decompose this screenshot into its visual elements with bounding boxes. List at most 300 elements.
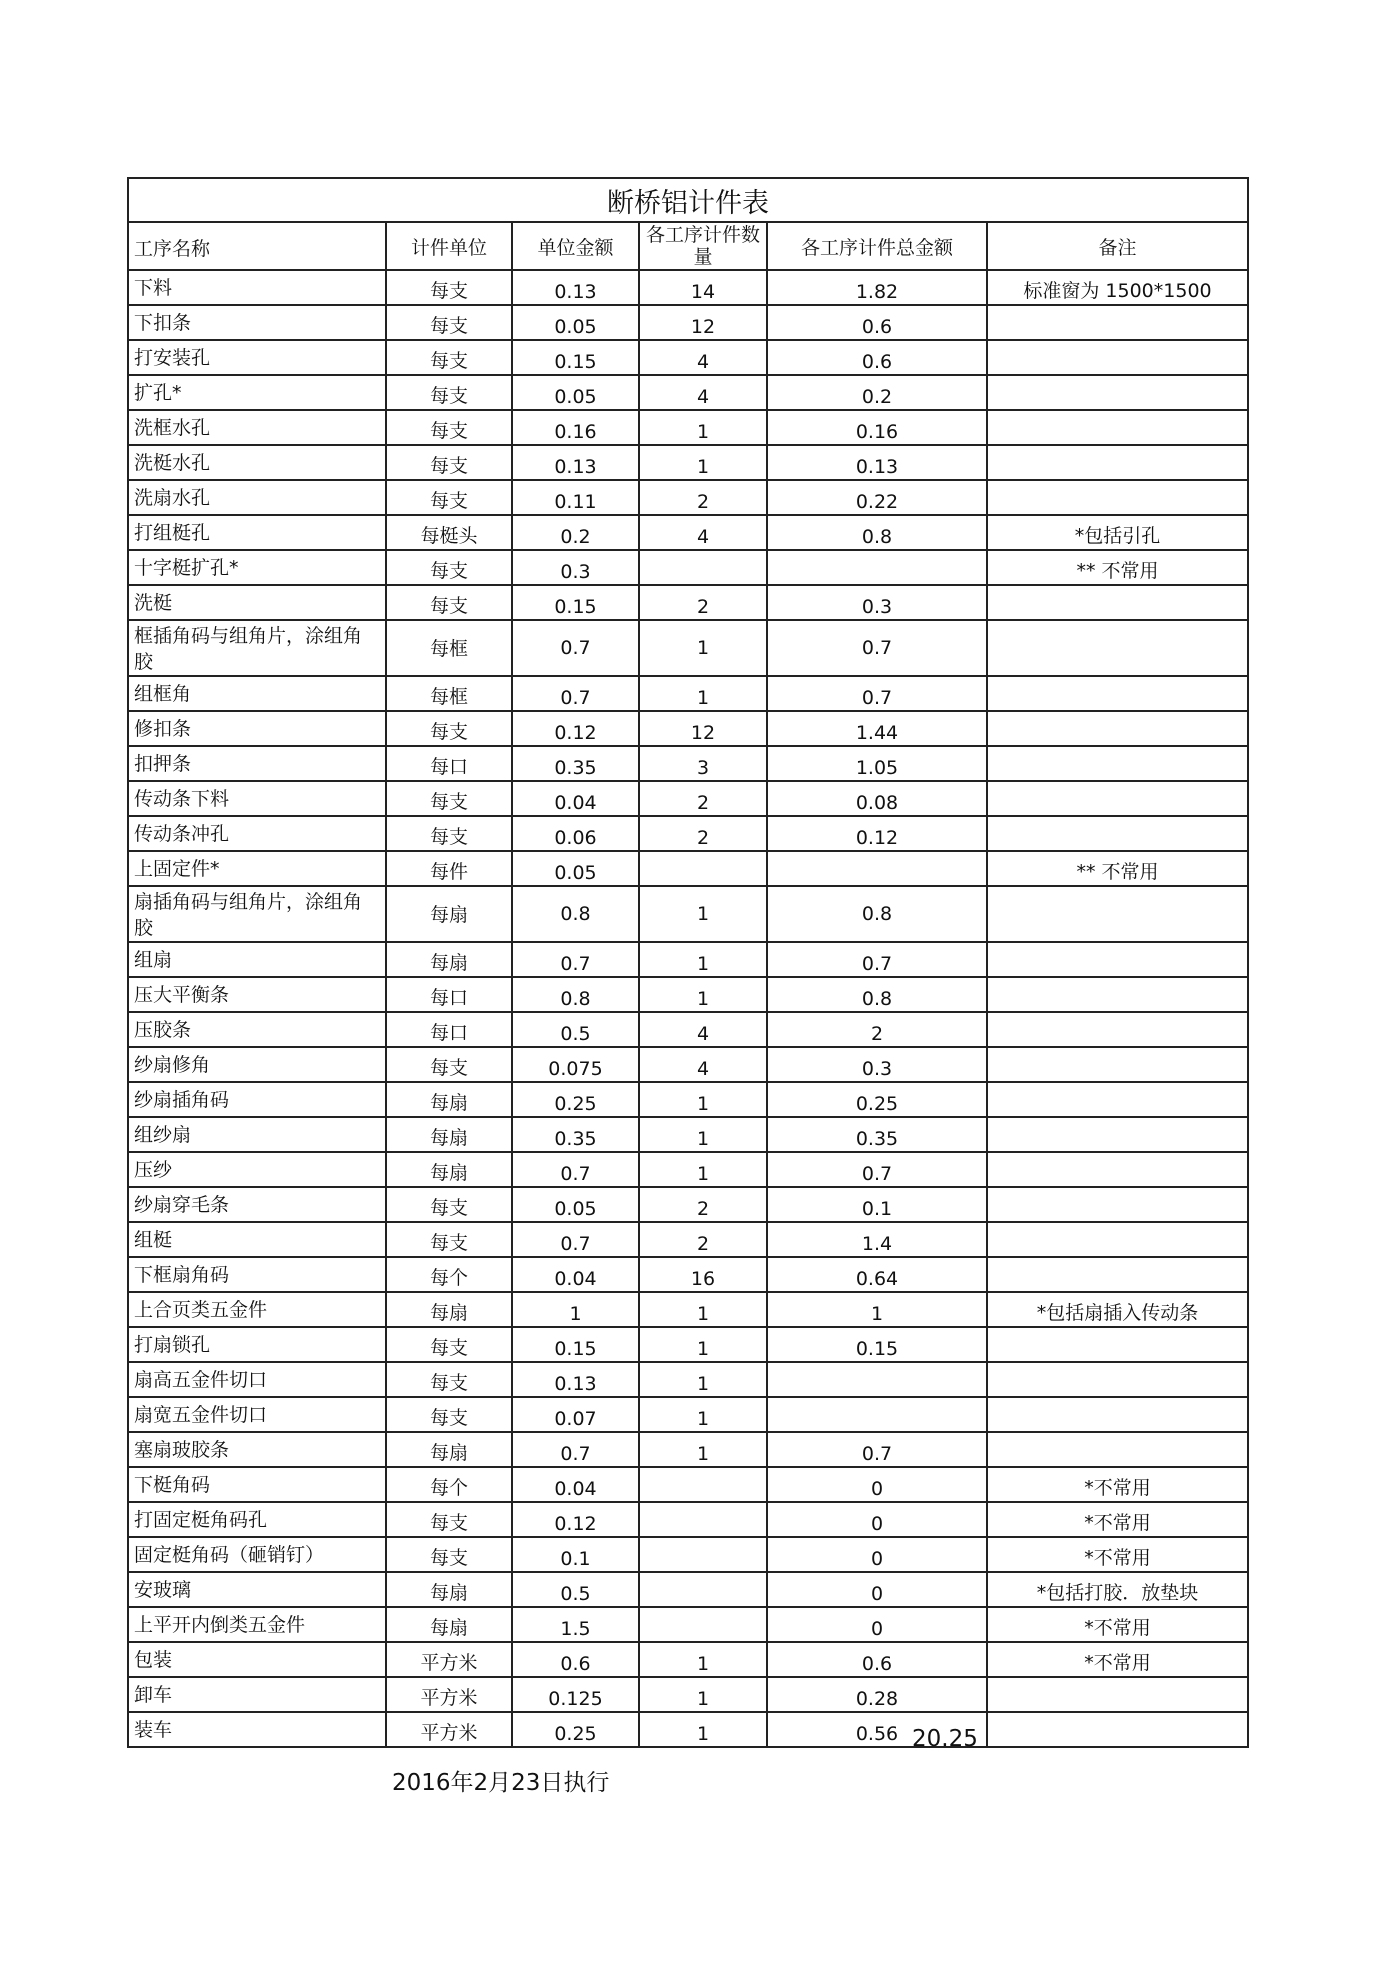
cell-total-amount: 0.64 <box>767 1257 987 1292</box>
cell-remark <box>987 676 1248 711</box>
cell-quantity: 2 <box>639 781 767 816</box>
cell-quantity: 1 <box>639 1432 767 1467</box>
cell-unit: 每支 <box>386 781 512 816</box>
table-row <box>128 1222 1248 1257</box>
cell-unit: 每个 <box>386 1467 512 1502</box>
cell-quantity: 16 <box>639 1257 767 1292</box>
cell-quantity: 3 <box>639 746 767 781</box>
cell-unit-price: 0.12 <box>512 1502 639 1537</box>
cell-quantity: 1 <box>639 1082 767 1117</box>
table-row <box>128 746 1248 781</box>
cell-process-name: 扇宽五金件切口 <box>128 1397 386 1432</box>
cell-process-name: 洗扇水孔 <box>128 480 386 515</box>
header-process-name: 工序名称 <box>128 222 386 270</box>
table-row <box>128 1432 1248 1467</box>
cell-quantity <box>639 1607 767 1642</box>
cell-quantity <box>639 1537 767 1572</box>
cell-remark <box>987 585 1248 620</box>
table-row <box>128 781 1248 816</box>
cell-quantity: 1 <box>639 1712 767 1747</box>
cell-total-amount <box>767 550 987 585</box>
table-row <box>128 480 1248 515</box>
table-row <box>128 942 1248 977</box>
cell-remark <box>987 1082 1248 1117</box>
piecework-table <box>127 177 1249 1748</box>
cell-quantity: 4 <box>639 375 767 410</box>
cell-total-amount: 0.56 <box>767 1712 987 1747</box>
title-row <box>128 178 1248 222</box>
cell-remark: *不常用 <box>987 1467 1248 1502</box>
cell-total-amount: 1.05 <box>767 746 987 781</box>
cell-unit: 每口 <box>386 977 512 1012</box>
table-row <box>128 305 1248 340</box>
cell-quantity <box>639 1572 767 1607</box>
cell-total-amount: 1.82 <box>767 270 987 305</box>
cell-unit: 每支 <box>386 1327 512 1362</box>
cell-process-name: 安玻璃 <box>128 1572 386 1607</box>
table-row <box>128 886 1248 942</box>
cell-unit-price: 0.13 <box>512 1362 639 1397</box>
cell-total-amount: 1.4 <box>767 1222 987 1257</box>
cell-quantity: 12 <box>639 711 767 746</box>
cell-total-amount: 0.22 <box>767 480 987 515</box>
cell-unit: 每扇 <box>386 1152 512 1187</box>
cell-process-name: 装车 <box>128 1712 386 1747</box>
cell-quantity: 1 <box>639 886 767 942</box>
cell-unit-price: 0.7 <box>512 620 639 676</box>
cell-process-name: 上合页类五金件 <box>128 1292 386 1327</box>
cell-process-name: 上固定件* <box>128 851 386 886</box>
cell-remark <box>987 977 1248 1012</box>
cell-unit-price: 0.13 <box>512 445 639 480</box>
table-row <box>128 851 1248 886</box>
cell-unit: 每扇 <box>386 942 512 977</box>
cell-quantity: 1 <box>639 1292 767 1327</box>
cell-process-name: 组纱扇 <box>128 1117 386 1152</box>
table-row <box>128 445 1248 480</box>
cell-unit: 每框 <box>386 620 512 676</box>
cell-total-amount: 0.2 <box>767 375 987 410</box>
cell-process-name: 固定梃角码（砸销钉） <box>128 1537 386 1572</box>
table-row <box>128 550 1248 585</box>
table-row <box>128 1397 1248 1432</box>
cell-total-amount: 0.12 <box>767 816 987 851</box>
cell-total-amount: 0 <box>767 1537 987 1572</box>
cell-unit-price: 0.04 <box>512 1257 639 1292</box>
cell-quantity: 2 <box>639 816 767 851</box>
cell-quantity: 4 <box>639 1047 767 1082</box>
cell-remark <box>987 746 1248 781</box>
grand-total: 20.25 <box>912 1726 978 1752</box>
cell-total-amount: 0 <box>767 1467 987 1502</box>
table-row <box>128 620 1248 676</box>
cell-unit: 每支 <box>386 1397 512 1432</box>
table-row <box>128 977 1248 1012</box>
cell-unit: 平方米 <box>386 1677 512 1712</box>
cell-remark <box>987 781 1248 816</box>
table-row <box>128 1677 1248 1712</box>
cell-quantity: 1 <box>639 1362 767 1397</box>
cell-unit-price: 0.7 <box>512 1222 639 1257</box>
cell-total-amount <box>767 1362 987 1397</box>
cell-unit: 每扇 <box>386 1082 512 1117</box>
cell-unit-price: 0.12 <box>512 711 639 746</box>
table-row <box>128 1537 1248 1572</box>
cell-remark <box>987 340 1248 375</box>
cell-unit: 每支 <box>386 550 512 585</box>
cell-remark <box>987 410 1248 445</box>
cell-process-name: 打组梃孔 <box>128 515 386 550</box>
cell-quantity <box>639 550 767 585</box>
cell-unit: 每扇 <box>386 1292 512 1327</box>
cell-unit-price: 0.5 <box>512 1572 639 1607</box>
cell-unit-price: 0.7 <box>512 942 639 977</box>
cell-process-name: 卸车 <box>128 1677 386 1712</box>
cell-total-amount: 0 <box>767 1502 987 1537</box>
cell-quantity: 4 <box>639 340 767 375</box>
cell-process-name: 塞扇玻胶条 <box>128 1432 386 1467</box>
table-row <box>128 1257 1248 1292</box>
cell-process-name: 修扣条 <box>128 711 386 746</box>
cell-remark <box>987 1047 1248 1082</box>
cell-unit-price: 0.8 <box>512 977 639 1012</box>
table-row <box>128 1362 1248 1397</box>
cell-quantity <box>639 1502 767 1537</box>
cell-remark <box>987 1327 1248 1362</box>
cell-quantity: 1 <box>639 1677 767 1712</box>
cell-unit: 平方米 <box>386 1712 512 1747</box>
cell-unit: 每支 <box>386 480 512 515</box>
cell-total-amount: 0.16 <box>767 410 987 445</box>
cell-process-name: 扇高五金件切口 <box>128 1362 386 1397</box>
cell-remark <box>987 1222 1248 1257</box>
table-row <box>128 1082 1248 1117</box>
cell-unit-price: 0.06 <box>512 816 639 851</box>
cell-total-amount: 0.7 <box>767 620 987 676</box>
cell-process-name: 纱扇修角 <box>128 1047 386 1082</box>
cell-quantity: 1 <box>639 620 767 676</box>
cell-process-name: 十字梃扩孔* <box>128 550 386 585</box>
cell-quantity: 12 <box>639 305 767 340</box>
header-total-amount: 各工序计件总金额 <box>767 222 987 270</box>
cell-process-name: 下料 <box>128 270 386 305</box>
cell-process-name: 打扇锁孔 <box>128 1327 386 1362</box>
cell-quantity: 1 <box>639 445 767 480</box>
cell-quantity: 1 <box>639 1152 767 1187</box>
cell-total-amount: 0.08 <box>767 781 987 816</box>
cell-unit-price: 0.05 <box>512 375 639 410</box>
table-row <box>128 816 1248 851</box>
cell-process-name: 压胶条 <box>128 1012 386 1047</box>
cell-total-amount: 0.3 <box>767 1047 987 1082</box>
cell-unit-price: 0.05 <box>512 1187 639 1222</box>
cell-unit: 每支 <box>386 1502 512 1537</box>
cell-quantity: 1 <box>639 942 767 977</box>
cell-unit: 每扇 <box>386 1432 512 1467</box>
cell-unit-price: 0.7 <box>512 676 639 711</box>
cell-unit: 每支 <box>386 305 512 340</box>
cell-remark <box>987 1712 1248 1747</box>
cell-unit-price: 0.35 <box>512 746 639 781</box>
cell-remark <box>987 711 1248 746</box>
cell-unit: 每支 <box>386 445 512 480</box>
table-row <box>128 1152 1248 1187</box>
cell-quantity: 14 <box>639 270 767 305</box>
header-unit: 计件单位 <box>386 222 512 270</box>
cell-total-amount: 0.7 <box>767 1432 987 1467</box>
cell-quantity: 4 <box>639 515 767 550</box>
cell-remark <box>987 1677 1248 1712</box>
cell-unit-price: 0.15 <box>512 340 639 375</box>
cell-quantity <box>639 1467 767 1502</box>
cell-total-amount <box>767 851 987 886</box>
cell-total-amount: 1 <box>767 1292 987 1327</box>
cell-remark <box>987 1257 1248 1292</box>
header-remark: 备注 <box>987 222 1248 270</box>
table-row <box>128 1047 1248 1082</box>
table-row <box>128 1467 1248 1502</box>
cell-process-name: 上平开内倒类五金件 <box>128 1607 386 1642</box>
cell-process-name: 扩孔* <box>128 375 386 410</box>
table-row <box>128 1642 1248 1677</box>
cell-remark <box>987 1117 1248 1152</box>
cell-process-name: 洗框水孔 <box>128 410 386 445</box>
cell-unit-price: 0.35 <box>512 1117 639 1152</box>
cell-unit-price: 0.125 <box>512 1677 639 1712</box>
cell-total-amount: 0.7 <box>767 1152 987 1187</box>
table-row <box>128 375 1248 410</box>
cell-unit: 每口 <box>386 746 512 781</box>
cell-unit: 每扇 <box>386 1117 512 1152</box>
cell-unit: 每口 <box>386 1012 512 1047</box>
cell-process-name: 压大平衡条 <box>128 977 386 1012</box>
cell-total-amount: 0.3 <box>767 585 987 620</box>
table-row <box>128 1712 1248 1747</box>
cell-remark <box>987 1397 1248 1432</box>
cell-quantity: 2 <box>639 480 767 515</box>
cell-total-amount: 0.7 <box>767 676 987 711</box>
header-row <box>128 222 1248 270</box>
cell-unit: 每支 <box>386 1222 512 1257</box>
cell-unit-price: 0.13 <box>512 270 639 305</box>
cell-process-name: 框插角码与组角片，涂组角胶 <box>128 620 386 676</box>
cell-quantity: 1 <box>639 676 767 711</box>
cell-unit-price: 0.04 <box>512 781 639 816</box>
cell-process-name: 传动条冲孔 <box>128 816 386 851</box>
cell-remark <box>987 1432 1248 1467</box>
table-row <box>128 1572 1248 1607</box>
cell-total-amount: 2 <box>767 1012 987 1047</box>
cell-unit-price: 0.11 <box>512 480 639 515</box>
cell-process-name: 洗梃 <box>128 585 386 620</box>
cell-total-amount: 1.44 <box>767 711 987 746</box>
cell-total-amount: 0.28 <box>767 1677 987 1712</box>
table-row <box>128 1502 1248 1537</box>
cell-total-amount: 0.7 <box>767 942 987 977</box>
cell-unit-price: 0.05 <box>512 305 639 340</box>
cell-process-name: 纱扇插角码 <box>128 1082 386 1117</box>
cell-remark <box>987 305 1248 340</box>
cell-quantity: 2 <box>639 585 767 620</box>
cell-unit-price: 0.3 <box>512 550 639 585</box>
table-row <box>128 585 1248 620</box>
cell-unit: 每支 <box>386 375 512 410</box>
cell-quantity <box>639 851 767 886</box>
table-row <box>128 1327 1248 1362</box>
cell-unit-price: 0.6 <box>512 1642 639 1677</box>
cell-unit: 每支 <box>386 711 512 746</box>
cell-unit: 每支 <box>386 1187 512 1222</box>
cell-unit-price: 1 <box>512 1292 639 1327</box>
cell-unit: 每支 <box>386 340 512 375</box>
cell-remark: *包括打胶．放垫块 <box>987 1572 1248 1607</box>
cell-process-name: 压纱 <box>128 1152 386 1187</box>
table-row <box>128 711 1248 746</box>
cell-unit-price: 1.5 <box>512 1607 639 1642</box>
cell-unit: 每支 <box>386 816 512 851</box>
cell-unit-price: 0.5 <box>512 1012 639 1047</box>
cell-remark <box>987 1012 1248 1047</box>
table-row <box>128 676 1248 711</box>
cell-process-name: 下扣条 <box>128 305 386 340</box>
cell-process-name: 扣押条 <box>128 746 386 781</box>
cell-process-name: 下梃角码 <box>128 1467 386 1502</box>
table-title: 断桥铝计件表 <box>128 178 1248 222</box>
table-row <box>128 270 1248 305</box>
cell-unit: 平方米 <box>386 1642 512 1677</box>
cell-remark <box>987 886 1248 942</box>
cell-unit: 每框 <box>386 676 512 711</box>
cell-quantity: 2 <box>639 1222 767 1257</box>
cell-unit: 每扇 <box>386 1607 512 1642</box>
cell-remark <box>987 942 1248 977</box>
cell-process-name: 打安装孔 <box>128 340 386 375</box>
cell-remark <box>987 1362 1248 1397</box>
cell-quantity: 2 <box>639 1187 767 1222</box>
cell-total-amount: 0.6 <box>767 1642 987 1677</box>
cell-process-name: 组扇 <box>128 942 386 977</box>
cell-unit: 每扇 <box>386 1572 512 1607</box>
cell-total-amount: 0.8 <box>767 886 987 942</box>
cell-process-name: 打固定梃角码孔 <box>128 1502 386 1537</box>
header-unit-price: 单位金额 <box>512 222 639 270</box>
cell-total-amount: 0.6 <box>767 305 987 340</box>
table-row <box>128 1607 1248 1642</box>
cell-remark: *不常用 <box>987 1537 1248 1572</box>
cell-unit: 每支 <box>386 585 512 620</box>
cell-quantity: 1 <box>639 977 767 1012</box>
table-row <box>128 1292 1248 1327</box>
cell-unit: 每个 <box>386 1257 512 1292</box>
cell-unit-price: 0.7 <box>512 1152 639 1187</box>
cell-unit: 每支 <box>386 1362 512 1397</box>
cell-process-name: 扇插角码与组角片，涂组角胶 <box>128 886 386 942</box>
cell-quantity: 1 <box>639 1117 767 1152</box>
cell-remark: *不常用 <box>987 1502 1248 1537</box>
cell-unit-price: 0.04 <box>512 1467 639 1502</box>
cell-unit-price: 0.07 <box>512 1397 639 1432</box>
cell-total-amount: 0.1 <box>767 1187 987 1222</box>
cell-total-amount: 0.13 <box>767 445 987 480</box>
cell-remark <box>987 1187 1248 1222</box>
cell-remark: ** 不常用 <box>987 550 1248 585</box>
cell-unit: 每梃头 <box>386 515 512 550</box>
cell-remark <box>987 375 1248 410</box>
table-row <box>128 1187 1248 1222</box>
cell-unit-price: 0.25 <box>512 1712 639 1747</box>
table-row <box>128 515 1248 550</box>
cell-unit-price: 0.05 <box>512 851 639 886</box>
cell-remark <box>987 1152 1248 1187</box>
cell-unit-price: 0.2 <box>512 515 639 550</box>
cell-remark <box>987 816 1248 851</box>
table-row <box>128 410 1248 445</box>
cell-total-amount: 0.8 <box>767 515 987 550</box>
cell-remark <box>987 620 1248 676</box>
cell-process-name: 纱扇穿毛条 <box>128 1187 386 1222</box>
cell-remark <box>987 480 1248 515</box>
cell-process-name: 洗梃水孔 <box>128 445 386 480</box>
cell-unit-price: 0.7 <box>512 1432 639 1467</box>
cell-quantity: 1 <box>639 1397 767 1432</box>
cell-total-amount: 0 <box>767 1607 987 1642</box>
cell-remark: 标准窗为 1500*1500 <box>987 270 1248 305</box>
cell-total-amount: 0.35 <box>767 1117 987 1152</box>
cell-unit-price: 0.25 <box>512 1082 639 1117</box>
effective-date: 2016年2月23日执行 <box>392 1770 610 1796</box>
cell-remark <box>987 445 1248 480</box>
cell-unit-price: 0.075 <box>512 1047 639 1082</box>
cell-process-name: 下框扇角码 <box>128 1257 386 1292</box>
cell-unit: 每支 <box>386 270 512 305</box>
cell-process-name: 组梃 <box>128 1222 386 1257</box>
cell-remark: *不常用 <box>987 1642 1248 1677</box>
cell-remark: ** 不常用 <box>987 851 1248 886</box>
cell-unit: 每件 <box>386 851 512 886</box>
header-quantity: 各工序计件数量 <box>639 222 767 270</box>
cell-total-amount: 0 <box>767 1572 987 1607</box>
cell-unit: 每支 <box>386 1537 512 1572</box>
table-row <box>128 1012 1248 1047</box>
cell-quantity: 1 <box>639 1327 767 1362</box>
cell-unit: 每支 <box>386 410 512 445</box>
cell-remark: *不常用 <box>987 1607 1248 1642</box>
cell-quantity: 1 <box>639 410 767 445</box>
cell-unit-price: 0.8 <box>512 886 639 942</box>
cell-process-name: 传动条下料 <box>128 781 386 816</box>
cell-remark: *包括扇插入传动条 <box>987 1292 1248 1327</box>
cell-process-name: 组框角 <box>128 676 386 711</box>
cell-quantity: 4 <box>639 1012 767 1047</box>
table-row <box>128 1117 1248 1152</box>
cell-quantity: 1 <box>639 1642 767 1677</box>
piecework-sheet <box>127 177 1247 1748</box>
cell-total-amount: 0.15 <box>767 1327 987 1362</box>
table-row <box>128 340 1248 375</box>
cell-unit: 每扇 <box>386 886 512 942</box>
cell-total-amount: 0.6 <box>767 340 987 375</box>
cell-unit-price: 0.16 <box>512 410 639 445</box>
cell-total-amount: 0.25 <box>767 1082 987 1117</box>
cell-total-amount: 0.8 <box>767 977 987 1012</box>
cell-total-amount <box>767 1397 987 1432</box>
cell-unit-price: 0.15 <box>512 1327 639 1362</box>
cell-unit: 每支 <box>386 1047 512 1082</box>
cell-remark: *包括引孔 <box>987 515 1248 550</box>
cell-unit-price: 0.1 <box>512 1537 639 1572</box>
cell-unit-price: 0.15 <box>512 585 639 620</box>
cell-process-name: 包装 <box>128 1642 386 1677</box>
